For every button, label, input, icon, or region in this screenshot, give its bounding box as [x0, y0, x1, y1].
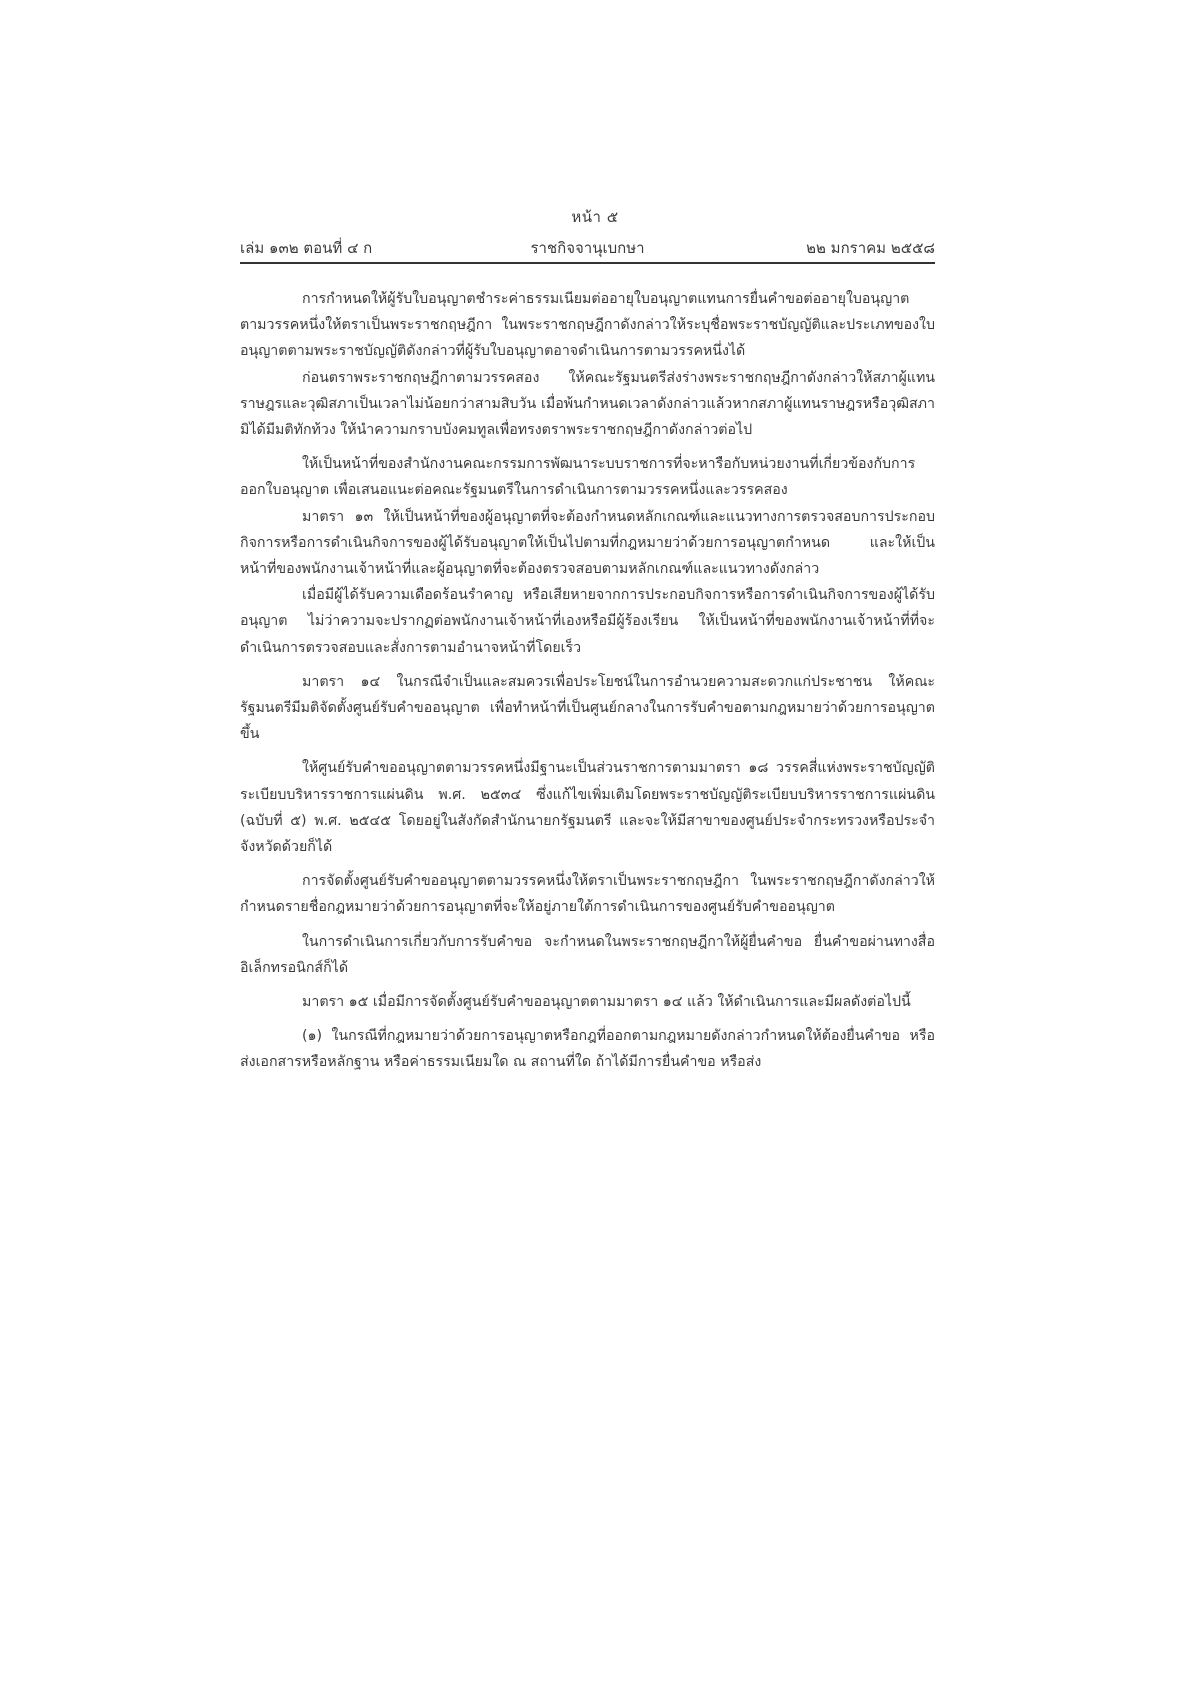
section-14: มาตรา ๑๔ ในกรณีจำเป็นและสมควรเพื่อประโยชน์ในการอำนวยความสะดวกแก่ประชาชน ให้คณะรัฐมนตรีมีมติจัดตั้งศูนย์รับคำขออนุญาต เพื่อทำหน้าที่เป็นศูนย์กลางในการรับคำขอตามกฎหมายว่าด้วยการอนุญาตขึ้น — [240, 673, 935, 743]
paragraph: ในการดำเนินการเกี่ยวกับการรับคำขอ จะกำหนดในพระราชกฤษฎีกาให้ผู้ยื่นคำขอ ยื่นคำขอผ่านทางสื่ออิเล็กทรอนิกส์ก็ได้ — [240, 933, 935, 976]
publication-date: ๒๒ มกราคม ๒๕๕๘ — [806, 239, 935, 257]
running-header — [240, 236, 935, 260]
volume-issue: เล่ม ๑๓๒ ตอนที่ ๔ ก — [240, 239, 373, 257]
paragraph: การกำหนดให้ผู้รับใบอนุญาตชำระค่าธรรมเนียมต่ออายุใบอนุญาตแทนการยื่นคำขอต่ออายุใบอนุญาตตามวรรคหนึ่งให้ตราเป็นพระราชกฤษฎีกา ในพระราชกฤษฎีกาดังกล่าวให้ระบุชื่อพระราชบัญญัติและประเภทของใบอนุญาตตามพระราชบัญญัติดังกล่าวที่ผู้รับใบอนุญาตอาจดำเนินการตามวรรคหนึ่งได้ — [240, 291, 935, 360]
body-text — [240, 286, 935, 1076]
paragraph: (๑) ในกรณีที่กฎหมายว่าด้วยการอนุญาตหรือกฎที่ออกตามกฎหมายดังกล่าวกำหนดให้ต้องยื่นคำขอ หรือส่งเอกสารหรือหลักฐาน หรือค่าธรรมเนียมใด ณ สถานที่ใด ถ้าได้มีการยื่นคำขอ หรือส่ง — [240, 1028, 935, 1071]
paragraph: ให้เป็นหน้าที่ของสำนักงานคณะกรรมการพัฒนาระบบราชการที่จะหารือกับหน่วยงานที่เกี่ยวข้องกับการออกใบอนุญาต เพื่อเสนอแนะต่อคณะรัฐมนตรีในการดำเนินการตามวรรคหนึ่งและวรรคสอง — [240, 456, 916, 499]
paragraph: ให้ศูนย์รับคำขออนุญาตตามวรรคหนึ่งมีฐานะเป็นส่วนราชการตามมาตรา ๑๘ วรรคสี่แห่งพระราชบัญญัติระเบียบบริหารราชการแผ่นดิน พ.ศ. ๒๕๓๔ ซึ่งแก้ไขเพิ่มเติมโดยพระราชบัญญัติระเบียบบริหารราชการแผ่นดิน (ฉบับที่ ๕) พ.ศ. ๒๕๔๕ โดยอยู่ในสังกัดสำนักนายกรัฐมนตรี และจะให้มีสาขาของศูนย์ประจำกระทรวงหรือประจำจังหวัดด้วยก็ได้ — [240, 760, 935, 856]
section-13: มาตรา ๑๓ ให้เป็นหน้าที่ของผู้อนุญาตที่จะต้องกำหนดหลักเกณฑ์และแนวทางการตรวจสอบการประกอบกิจการหรือการดำเนินกิจการของผู้ได้รับอนุญาตให้เป็นไปตามที่กฎหมายว่าด้วยการอนุญาตกำหนด และให้เป็นหน้าที่ของพนักงานเจ้าหน้าที่และผู้อนุญาตที่จะต้องตรวจสอบตามหลักเกณฑ์และแนวทางดังกล่าว — [240, 508, 935, 578]
paragraph: เมื่อมีผู้ได้รับความเดือดร้อนรำคาญ หรือเสียหายจากการประกอบกิจการหรือการดำเนินกิจการของผู้ได้รับอนุญาต ไม่ว่าความจะปรากฏต่อพนักงานเจ้าหน้าที่เองหรือมีผู้ร้องเรียน ให้เป็นหน้าที่ของพนักงานเจ้าหน้าที่ที่จะดำเนินการตรวจสอบและสั่งการตามอำนาจหน้าที่โดยเร็ว — [240, 587, 935, 656]
paragraph: ก่อนตราพระราชกฤษฎีกาตามวรรคสอง ให้คณะรัฐมนตรีส่งร่างพระราชกฤษฎีกาดังกล่าวให้สภาผู้แทนราษฎรและวุฒิสภาเป็นเวลาไม่น้อยกว่าสามสิบวัน เมื่อพ้นกำหนดเวลาดังกล่าวแล้วหากสภาผู้แทนราษฎรหรือวุฒิสภามิได้มีมติทักท้วง ให้นำความกราบบังคมทูลเพื่อทรงตราพระราชกฤษฎีกาดังกล่าวต่อไป — [240, 369, 935, 439]
section-15: มาตรา ๑๕ เมื่อมีการจัดตั้งศูนย์รับคำขออนุญาตตามมาตรา ๑๔ แล้ว ให้ดำเนินการและมีผลดังต่อไปนี้ — [302, 994, 911, 1011]
publication-title: ราชกิจจานุเบกษา — [530, 239, 645, 257]
paragraph: การจัดตั้งศูนย์รับคำขออนุญาตตามวรรคหนึ่งให้ตราเป็นพระราชกฤษฎีกา ในพระราชกฤษฎีกาดังกล่าวให้กำหนดรายชื่อกฎหมายว่าด้วยการอนุญาตที่จะให้อยู่ภายใต้การดำเนินการของศูนย์รับคำขออนุญาต — [240, 873, 935, 916]
page-number: หน้า ๕ — [571, 208, 619, 226]
header-divider — [240, 262, 935, 264]
